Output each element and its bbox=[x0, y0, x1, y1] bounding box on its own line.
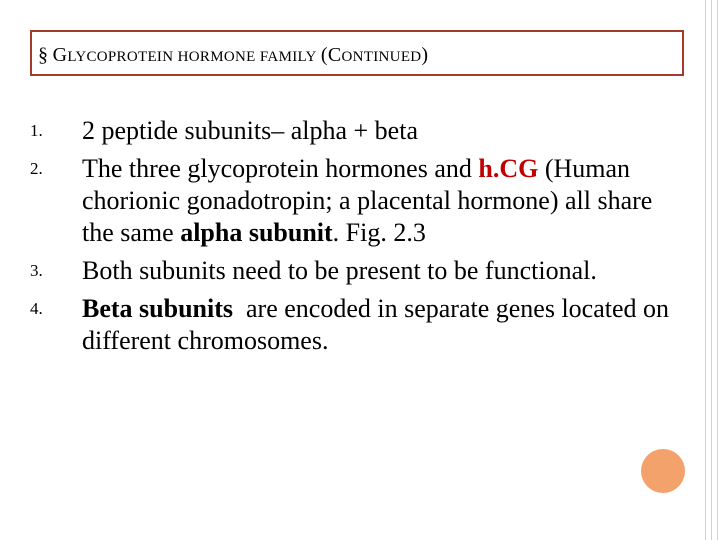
list-item-text: 2 peptide subunits– alpha + beta bbox=[82, 116, 418, 145]
list-item-text: are encoded in separate genes located on different chromosomes. bbox=[82, 294, 676, 355]
list-item bbox=[30, 255, 680, 287]
list-number: 3. bbox=[30, 261, 43, 280]
list-item-text: The three glycoprotein hormones and bbox=[82, 154, 479, 183]
bullet-list bbox=[30, 115, 680, 363]
list-number: 4. bbox=[30, 299, 43, 318]
highlight-hcg: h.CG bbox=[478, 154, 539, 183]
slide-title-box bbox=[30, 30, 684, 76]
list-item bbox=[30, 153, 680, 249]
title-word-glycoprotein: LYCOPROTEIN bbox=[67, 49, 174, 65]
decorative-circle bbox=[641, 449, 685, 493]
title-initial-g: G bbox=[52, 44, 68, 66]
title-word-continued: ONTINUED bbox=[341, 49, 422, 65]
decorative-border-line bbox=[711, 0, 712, 540]
list-item bbox=[30, 115, 680, 147]
list-item-text: Both subunits need to be present to be functional. bbox=[82, 256, 597, 285]
list-item-text: (Human chorionic gonadotropin; a placental hormone) all share the same bbox=[82, 154, 653, 247]
slide-title bbox=[38, 44, 428, 67]
title-paren-close: ) bbox=[421, 44, 429, 66]
section-mark: § bbox=[38, 44, 49, 66]
title-paren-open: ( bbox=[320, 44, 328, 66]
decorative-border-line bbox=[705, 0, 706, 540]
title-word-hormone: HORMONE bbox=[177, 49, 256, 65]
bold-beta-subunits: Beta subunits bbox=[82, 294, 233, 323]
title-initial-c: C bbox=[327, 44, 342, 66]
list-number: 1. bbox=[30, 121, 43, 140]
decorative-border-line bbox=[717, 0, 718, 540]
list-item bbox=[30, 293, 680, 357]
list-number: 2. bbox=[30, 159, 43, 178]
title-word-family: FAMILY bbox=[259, 49, 317, 65]
list-item-text: . Fig. 2.3 bbox=[332, 218, 426, 247]
bold-alpha-subunit: alpha subunit bbox=[180, 218, 333, 247]
